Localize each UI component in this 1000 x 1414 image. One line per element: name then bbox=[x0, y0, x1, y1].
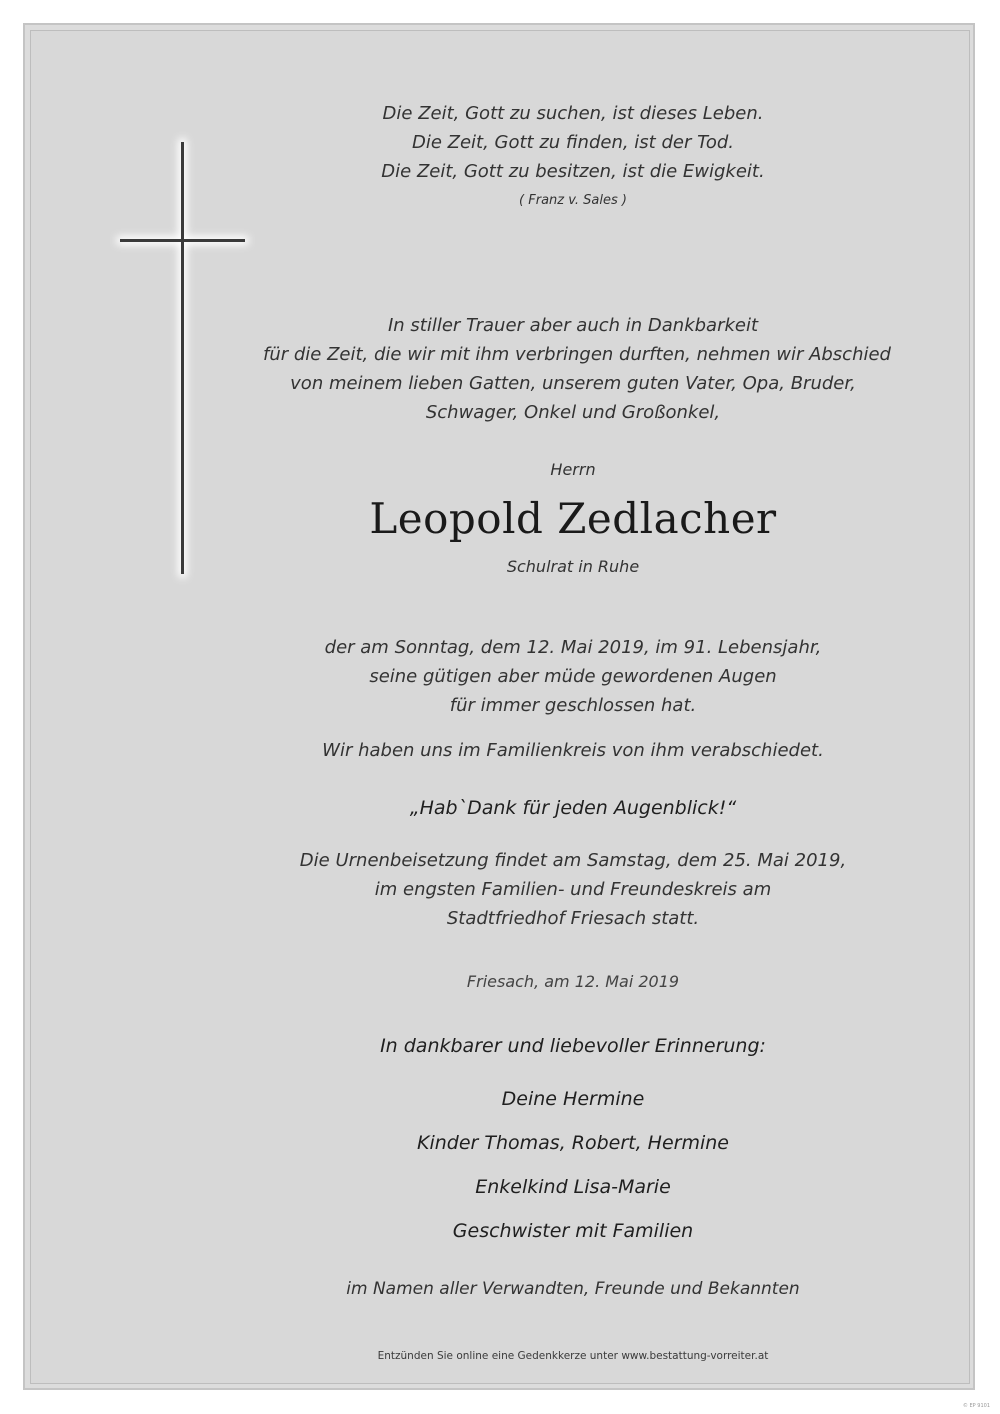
deceased-title: Schulrat in Ruhe bbox=[506, 557, 640, 576]
memory-heading: In dankbarer und liebevoller Erinnerung: bbox=[380, 1035, 766, 1057]
death-notice-line: der am Sonntag, dem 12. Mai 2019, im 91. Lebensjahr, bbox=[324, 637, 822, 658]
quote: „Hab`Dank für jeden Augenblick!“ bbox=[409, 797, 737, 819]
burial-line: Die Urnenbeisetzung findet am Samstag, dem 25. Mai 2019, bbox=[299, 850, 847, 871]
death-notice-line: für immer geschlossen hat. bbox=[449, 695, 697, 716]
intro-line: Schwager, Onkel und Großonkel, bbox=[425, 402, 721, 423]
mourner-item: Geschwister mit Familien bbox=[452, 1220, 694, 1242]
closing-text: im Namen aller Verwandten, Freunde und Bekannten bbox=[346, 1279, 800, 1299]
death-notice-line: seine gütigen aber müde gewordenen Augen bbox=[369, 666, 777, 687]
mourner-item: Enkelkind Lisa-Marie bbox=[475, 1176, 671, 1198]
footer-note: Entzünden Sie online eine Gedenkkerze unter www.bestattung-vorreiter.at bbox=[377, 1350, 769, 1362]
intro-line: für die Zeit, die wir mit ihm verbringen durften, nehmen wir Abschied bbox=[263, 344, 891, 365]
intro-line: In stiller Trauer aber auch in Dankbarkeit bbox=[387, 315, 759, 336]
farewell-text: Wir haben uns im Familienkreis von ihm verabschiedet. bbox=[322, 740, 824, 761]
mourner-item: Kinder Thomas, Robert, Hermine bbox=[416, 1132, 729, 1154]
verse-line: Die Zeit, Gott zu besitzen, ist die Ewigkeit. bbox=[381, 161, 765, 182]
place-date: Friesach, am 12. Mai 2019 bbox=[466, 972, 680, 991]
verse bbox=[263, 99, 883, 186]
intro-text bbox=[263, 311, 891, 427]
verse-line: Die Zeit, Gott zu finden, ist der Tod. bbox=[411, 132, 735, 153]
mourners-list bbox=[263, 1083, 883, 1259]
corner-mark: © EP 9101 bbox=[962, 1403, 990, 1409]
verse-line: Die Zeit, Gott zu suchen, ist dieses Leben. bbox=[382, 103, 764, 124]
burial-line: Stadtfriedhof Friesach statt. bbox=[446, 908, 700, 929]
verse-source: ( Franz v. Sales ) bbox=[519, 193, 627, 208]
death-notice bbox=[263, 633, 883, 720]
deceased-name: Leopold Zedlacher bbox=[369, 494, 777, 543]
cross-icon bbox=[110, 130, 255, 590]
intro-line: von meinem lieben Gatten, unserem guten Vater, Opa, Bruder, bbox=[290, 373, 856, 394]
mourner-item: Deine Hermine bbox=[501, 1088, 645, 1110]
salutation: Herrn bbox=[550, 460, 596, 479]
burial-notice bbox=[263, 846, 883, 933]
burial-line: im engsten Familien- und Freundeskreis am bbox=[374, 879, 772, 900]
